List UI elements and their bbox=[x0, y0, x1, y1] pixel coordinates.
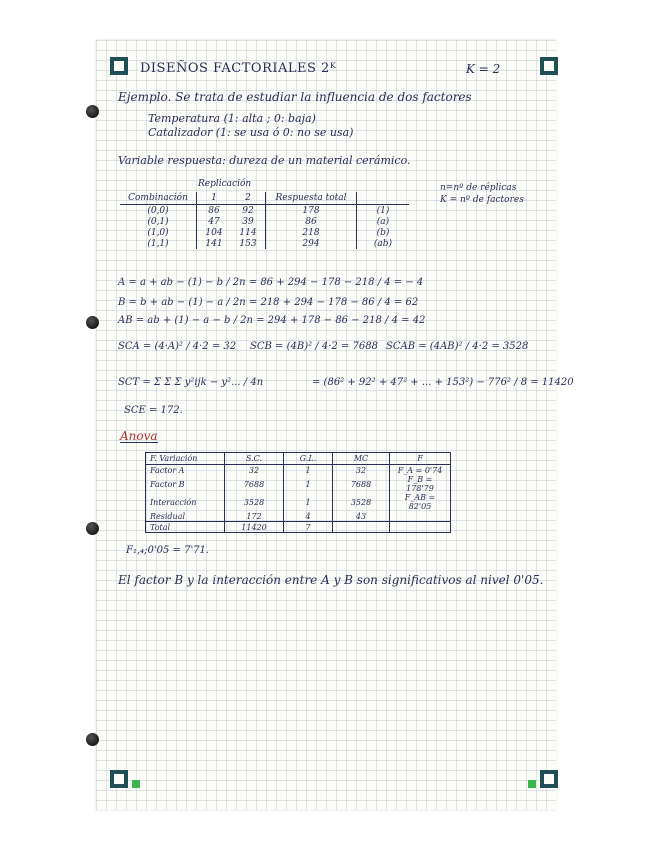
anova-cell: 3528 bbox=[333, 493, 390, 511]
table-header: 2 bbox=[231, 192, 266, 205]
table-row bbox=[120, 238, 409, 249]
table-header: Respuesta total bbox=[266, 192, 357, 205]
sct-right: = (86² + 92² + 47² + ... + 153²) − 776² / 8 = 11420 bbox=[312, 377, 574, 388]
table-header: 1 bbox=[197, 192, 232, 205]
anova-cell: Residual bbox=[150, 511, 186, 521]
page-title: DISEÑOS FACTORIALES 2ᴷ bbox=[140, 61, 337, 76]
table-cell: 86 bbox=[266, 216, 357, 227]
anova-cell: 7688 bbox=[225, 475, 284, 493]
anova-cell: Factor A bbox=[150, 465, 185, 475]
anova-cell: 11420 bbox=[225, 522, 284, 533]
anova-cell: F_A = 0'74 bbox=[390, 465, 451, 476]
corner-marker-icon bbox=[540, 770, 558, 788]
anova-header-row bbox=[146, 453, 451, 465]
scb: SCB = (4B)² / 4·2 = 7688 bbox=[250, 341, 378, 352]
table-cell: 294 bbox=[266, 238, 357, 249]
intro-line: Ejemplo. Se trata de estudiar la influencia de dos factores bbox=[118, 90, 472, 104]
corner-marker-icon bbox=[110, 770, 128, 788]
anova-cell: 32 bbox=[225, 465, 284, 476]
anova-cell: 1 bbox=[284, 475, 333, 493]
table-cell: 86 bbox=[197, 205, 232, 217]
punch-hole bbox=[86, 733, 99, 746]
table-cell: (a) bbox=[357, 216, 410, 227]
anova-cell: Factor B bbox=[150, 479, 185, 489]
anova-table bbox=[145, 452, 451, 533]
k-value: K = 2 bbox=[466, 62, 501, 76]
anova-cell: 1 bbox=[284, 465, 333, 476]
anova-total-row bbox=[146, 522, 451, 533]
table-cell: (0,0) bbox=[147, 205, 169, 216]
critical-value: F₁,₄;0'05 = 7'71. bbox=[126, 545, 210, 556]
anova-header: F. Variación bbox=[146, 453, 225, 465]
note-k: K = nº de factores bbox=[440, 195, 524, 205]
table-cell: (0,1) bbox=[147, 216, 169, 227]
anova-row bbox=[146, 511, 451, 522]
corner-marker-icon bbox=[110, 57, 128, 75]
table-cell: (1,1) bbox=[147, 238, 169, 249]
table-row bbox=[120, 205, 409, 217]
anova-row bbox=[146, 465, 451, 476]
anova-cell: 7688 bbox=[333, 475, 390, 493]
anova-cell: 1 bbox=[284, 493, 333, 511]
corner-marker-icon bbox=[540, 57, 558, 75]
anova-cell: Interacción bbox=[150, 497, 197, 507]
table-cell: 104 bbox=[197, 227, 232, 238]
table-cell: (1) bbox=[357, 205, 410, 217]
factor-catalyst: Catalizador (1: se usa ó 0: no se usa) bbox=[148, 126, 354, 139]
factor-temperature: Temperatura (1: alta ; 0: baja) bbox=[148, 112, 316, 125]
sca: SCA = (4·A)² / 4·2 = 32 bbox=[118, 341, 237, 352]
anova-header: S.C. bbox=[225, 453, 284, 465]
punch-hole bbox=[86, 522, 99, 535]
anova-cell: 4 bbox=[284, 511, 333, 522]
anova-row bbox=[146, 493, 451, 511]
sct-left: SCT = Σ Σ Σ y²ijk − y²... / 4n bbox=[118, 377, 264, 388]
table-cell: 141 bbox=[197, 238, 232, 249]
table-header: Combinación bbox=[120, 192, 197, 205]
table-cell: 39 bbox=[242, 216, 254, 227]
anova-cell: F_AB = 82'05 bbox=[390, 493, 451, 511]
punch-hole bbox=[86, 105, 99, 118]
anova-header: F bbox=[390, 453, 451, 465]
data-table bbox=[120, 192, 409, 249]
anova-cell bbox=[390, 511, 451, 522]
anova-cell: 172 bbox=[225, 511, 284, 522]
effect-b: B = b + ab − (1) − a / 2n = 218 + 294 − 178 − 86 / 4 = 62 bbox=[118, 297, 419, 308]
effect-a: A = a + ab − (1) − b / 2n = 86 + 294 − 178 − 218 / 4 = − 4 bbox=[118, 277, 424, 288]
table-row bbox=[120, 216, 409, 227]
table-cell: 114 bbox=[239, 227, 257, 238]
punch-hole bbox=[86, 316, 99, 329]
table-cell: 178 bbox=[266, 205, 357, 217]
table-header bbox=[357, 192, 410, 205]
anova-cell: 32 bbox=[333, 465, 390, 476]
sce: SCE = 172. bbox=[124, 405, 183, 416]
table-row bbox=[120, 227, 409, 238]
replication-header: Replicación bbox=[198, 179, 252, 189]
scab: SCAB = (4AB)² / 4·2 = 3528 bbox=[386, 341, 529, 352]
note-n: n=nº de réplicas bbox=[440, 183, 517, 193]
anova-header: G.L. bbox=[284, 453, 333, 465]
anova-cell: 43 bbox=[333, 511, 390, 522]
table-cell: (ab) bbox=[357, 238, 410, 249]
anova-header: MC bbox=[333, 453, 390, 465]
anova-title: Anova bbox=[120, 429, 158, 443]
anova-cell: 7 bbox=[284, 522, 333, 533]
anova-cell bbox=[390, 522, 451, 533]
effect-ab: AB = ab + (1) − a − b / 2n = 294 + 178 − 86 − 218 / 4 = 42 bbox=[118, 315, 426, 326]
table-cell: 47 bbox=[197, 216, 232, 227]
table-cell: (1,0) bbox=[147, 227, 169, 238]
table-cell: 218 bbox=[266, 227, 357, 238]
table-cell: 92 bbox=[242, 205, 254, 216]
table-cell: 153 bbox=[239, 238, 257, 249]
table-cell: (b) bbox=[357, 227, 410, 238]
conclusion: El factor B y la interacción entre A y B son significativos al nivel 0'05. bbox=[118, 573, 544, 587]
anova-cell: 3528 bbox=[225, 493, 284, 511]
table-header-row bbox=[120, 192, 409, 205]
anova-cell: F_B = 178'79 bbox=[390, 475, 451, 493]
anova-cell: Total bbox=[146, 522, 225, 533]
anova-row bbox=[146, 475, 451, 493]
anova-cell bbox=[333, 522, 390, 533]
response-variable: Variable respuesta: dureza de un material cerámico. bbox=[118, 154, 411, 167]
